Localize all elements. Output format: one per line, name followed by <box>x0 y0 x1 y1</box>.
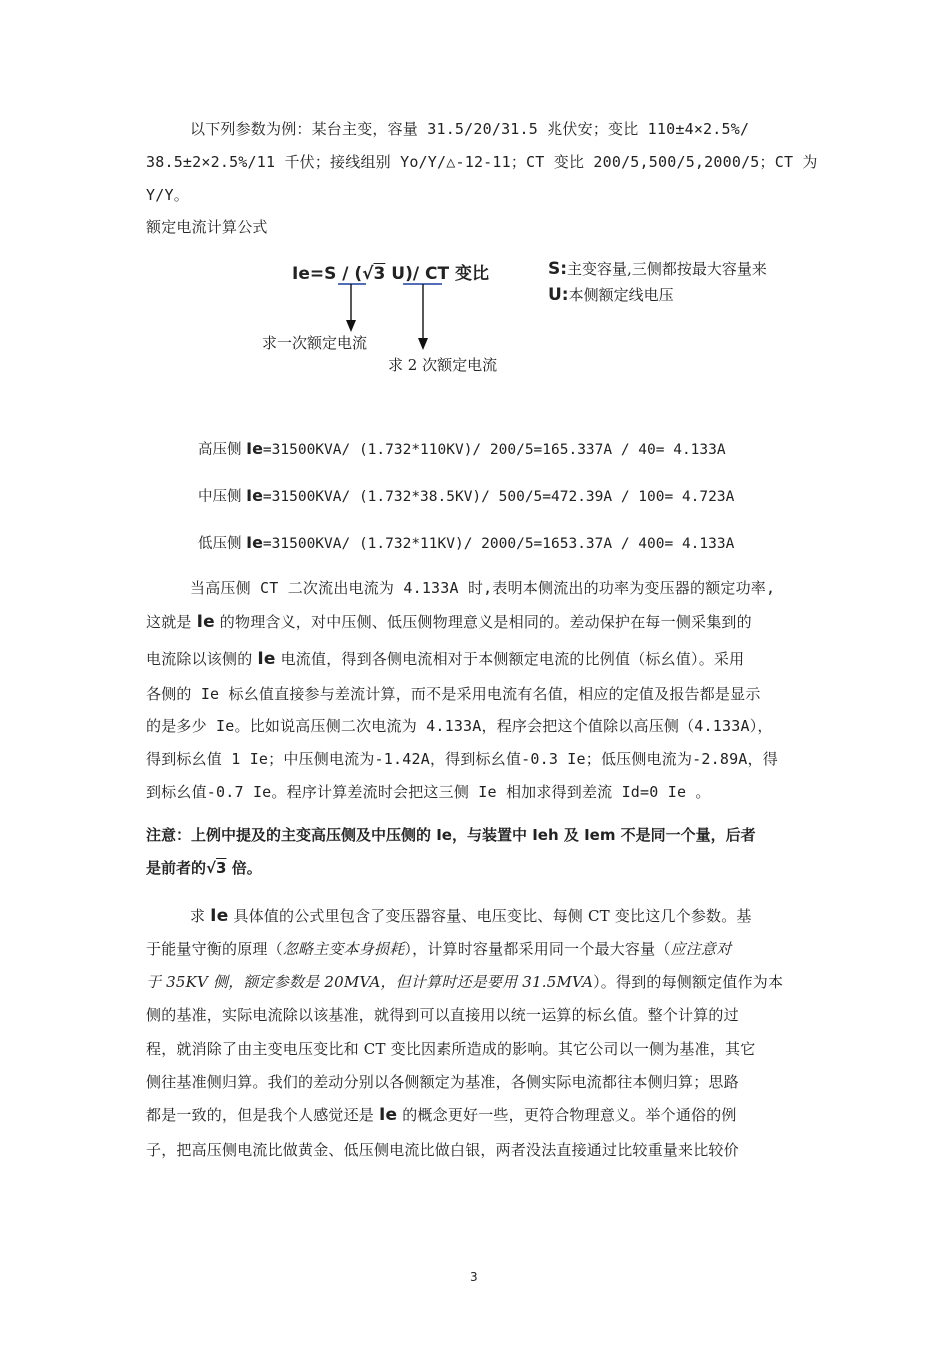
note-root-number: 3 <box>216 859 227 877</box>
para1-line-2 <box>146 611 752 632</box>
note-text: 是前者的 <box>146 859 207 877</box>
legend-u-key: U: <box>548 285 569 305</box>
note-text: 倍。 <box>226 859 262 877</box>
calc-ie-symbol: Ie <box>246 533 263 552</box>
para2-italic: 忽略主变本身损耗 <box>282 940 405 958</box>
para2-text: 具体值的公式里包含了变压器容量、电压变比、每侧 CT 变比这几个参数。基 <box>228 907 752 925</box>
para1-line-3 <box>146 648 744 669</box>
para2-line-8: 子，把高压侧电流比做黄金、低压侧电流比做白银，两者没法直接通过比较重量来比较价 <box>146 1141 739 1159</box>
calc-ie-symbol: Ie <box>246 486 263 505</box>
sqrt-symbol: √ <box>362 264 374 284</box>
formula-heading: 额定电流计算公式 <box>146 218 268 236</box>
para2-line-3 <box>146 971 783 992</box>
para2-line-4: 侧的基准，实际电流除以该基准，就得到可以直接用以统一运算的标幺值。整个计算的过 <box>146 1006 739 1024</box>
para2-text: 于能量守衡的原理（ <box>146 940 283 958</box>
calc-expression: =31500KVA/ (1.732*38.5KV)/ 500/5=472.39A / 100= 4.723A <box>262 489 735 505</box>
para2-text: 都是一致的，但是我个人感觉还是 <box>146 1106 379 1124</box>
legend-s-desc: 主变容量,三侧都按最大容量来 <box>567 260 767 278</box>
formula-u-ct: U)/ CT 变比 <box>385 264 489 284</box>
para2-text: 的概念更好一些，更符合物理意义。举个通俗的例 <box>397 1106 737 1124</box>
para2-line-7 <box>146 1104 737 1125</box>
legend-s-key: S: <box>548 259 568 279</box>
arrow-2-head <box>418 338 428 350</box>
para2-text: 求 <box>190 907 211 925</box>
page-number: 3 <box>470 1270 478 1284</box>
calc-expression: =31500KVA/ (1.732*11KV)/ 2000/5=1653.37A / 400= 4.133A <box>262 536 735 552</box>
ie-term: Ie <box>196 612 215 632</box>
para2-line-2 <box>146 938 731 959</box>
para1-text: 的物理含义，对中压侧、低压侧物理意义是相同的。差动保护在每一侧采集到的 <box>214 613 752 631</box>
para2-text: ），计算时容量都采用同一个最大容量（ <box>404 940 671 958</box>
para2-italic: 应注意对 <box>670 940 732 958</box>
para2-text: ）。得到的每侧额定值作为本 <box>593 973 784 991</box>
legend-u-desc: 本侧额定线电压 <box>568 286 674 304</box>
para1-text: 电流除以该侧的 <box>146 650 258 668</box>
calc-side-label: 低压侧 <box>198 536 242 552</box>
formula-root-number: 3 <box>373 264 386 284</box>
para1-line-6: 得到标幺值 1 Ie；中压侧电流为-1.42A，得到标幺值-0.3 Ie；低压侧电流为-2.89A，得 <box>146 750 778 768</box>
ie-term: Ie <box>378 1105 398 1125</box>
calc-side-label: 高压侧 <box>198 442 242 458</box>
intro-line-3: Y/Y。 <box>146 186 189 204</box>
intro-line-1: 以下列参数为例：某台主变，容量 31.5/20/31.5 兆伏安；变比 110±4×2.5%/ <box>190 120 750 138</box>
para1-line-4: 各侧的 Ie 标幺值直接参与差流计算，而不是采用电流有名值，相应的定值及报告都是显示 <box>146 685 761 703</box>
para2-line-6: 侧往基准侧归算。我们的差动分别以各侧额定为基准，各侧实际电流都往本侧归算；思路 <box>146 1073 739 1091</box>
ie-term: Ie <box>210 906 229 926</box>
calc-expression: =31500KVA/ (1.732*110KV)/ 200/5=165.337A / 40= 4.133A <box>262 442 726 458</box>
arrow-2-label: 求 2 次额定电流 <box>388 356 498 374</box>
note-line-2 <box>146 857 262 878</box>
para1-line-5: 的是多少 Ie。比如说高压侧二次电流为 4.133A，程序会把这个值除以高压侧（4.133A）， <box>146 717 773 735</box>
intro-line-2: 38.5±2×2.5%/11 千伏；接线组别 Yo/Y/△-12-11；CT 变比 200/5,500/5,2000/5；CT 为 <box>146 153 818 171</box>
calc-ie-symbol: Ie <box>246 439 263 458</box>
calc-low-side <box>198 532 734 553</box>
formula-arrows <box>0 0 950 400</box>
para2-italic: 于 35KV 侧，额定参数是 20MVA，但计算时还是要用 31.5MVA <box>146 973 594 991</box>
sqrt-symbol: √ <box>206 859 217 877</box>
formula-ie-s: Ie=S / ( <box>292 264 363 284</box>
ie-term: Ie <box>257 649 276 669</box>
para1-text: 这就是 <box>146 613 197 631</box>
calc-side-label: 中压侧 <box>198 489 242 505</box>
arrow-1-head <box>346 320 356 332</box>
note-line-1: 注意：上例中提及的主变高压侧及中压侧的 Ie，与装置中 Ieh 及 Iem 不是同一个量，后者 <box>146 826 756 844</box>
para1-text: 电流值，得到各侧电流相对于本侧额定电流的比例值（标幺值）。采用 <box>275 650 745 668</box>
para2-line-1 <box>190 905 752 926</box>
calc-high-side <box>198 438 726 459</box>
para1-line-1: 当高压侧 CT 二次流出电流为 4.133A 时,表明本侧流出的功率为变压器的额定功率, <box>190 579 776 597</box>
arrow-1-label: 求一次额定电流 <box>262 334 368 352</box>
calc-mid-side <box>198 485 734 506</box>
para2-line-5: 程，就消除了由主变电压变比和 CT 变比因素所造成的影响。其它公司以一侧为基准，其它 <box>146 1040 756 1058</box>
para1-line-7: 到标幺值-0.7 Ie。程序计算差流时会把这三侧 Ie 相加求得到差流 Id=0 Ie 。 <box>146 783 711 801</box>
